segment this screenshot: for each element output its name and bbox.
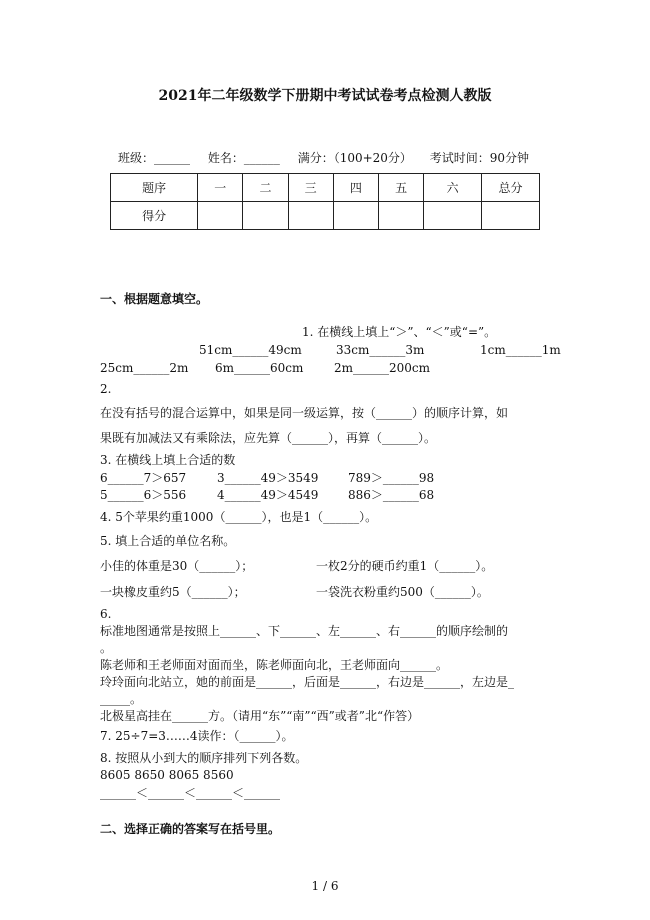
- q1-item: 2m______200cm: [334, 361, 431, 375]
- q5-item: 一枚2分的硬币约重1（______）。: [316, 559, 494, 573]
- header-cell: 六: [424, 174, 482, 202]
- q1-item: 1cm______1m: [480, 343, 561, 357]
- q6-line: 北极星高挂在______方。（请用“东”“南”“西”或者”北“作答）: [100, 709, 420, 723]
- q1-prompt: 1. 在横线上填上“＞”、“＜”或“=”。: [302, 325, 497, 339]
- header-cell: 总分: [482, 174, 540, 202]
- q8-numbers: 8605 8650 8065 8560: [100, 768, 234, 782]
- q8-blanks: ______＜______＜______＜______: [100, 786, 281, 800]
- q6-number: 6.: [100, 607, 112, 621]
- q6-line: 陈老师和王老师面对面而坐，陈老师面向北，王老师面向______。: [100, 658, 449, 672]
- q8-prompt: 8. 按照从小到大的顺序排列下列各数。: [100, 751, 308, 765]
- q1-item: 51cm______49cm: [199, 343, 302, 357]
- score-cell[interactable]: [333, 202, 378, 230]
- q1-item: 33cm______3m: [336, 343, 425, 357]
- q1-item: 25cm______2m: [100, 361, 189, 375]
- q7-text: 7. 25÷7=3……4读作：（______）。: [100, 729, 294, 743]
- q3-item: 789＞______98: [348, 471, 435, 485]
- q5-item: 一袋洗衣粉重约500（______）。: [316, 585, 489, 599]
- full-score: 满分：（100+20分）: [297, 151, 412, 165]
- q3-item: 5______6＞556: [100, 488, 187, 502]
- q6-line: 。: [100, 641, 113, 655]
- row-label: 得分: [111, 202, 198, 230]
- q4-text: 4. 5个苹果约重1000（______），也是1（______）。: [100, 510, 378, 524]
- q1-item: 6m______60cm: [215, 361, 304, 375]
- page-title: 2021年二年级数学下册期中考试试卷考点检测人教版: [158, 88, 492, 104]
- score-cell[interactable]: [198, 202, 243, 230]
- score-table: [110, 173, 540, 230]
- q3-item: 6______7＞657: [100, 471, 187, 485]
- header-cell: 一: [198, 174, 243, 202]
- header-cell: 三: [288, 174, 333, 202]
- q2-line: 果既有加减法又有乘除法，应先算（______），再算（______）。: [100, 431, 437, 445]
- score-cell[interactable]: [288, 202, 333, 230]
- score-cell[interactable]: [482, 202, 540, 230]
- q6-line: 玲玲面向北站立，她的前面是______，后面是______，右边是______，左边是_: [100, 675, 515, 689]
- score-cell[interactable]: [424, 202, 482, 230]
- score-table-row: [111, 202, 540, 230]
- page-number: 1 / 6: [311, 879, 339, 893]
- header-cell: 五: [378, 174, 423, 202]
- score-cell[interactable]: [378, 202, 423, 230]
- q5-item: 一块橡皮重约5（______）；: [100, 585, 246, 599]
- q3-item: 3______49＞3549: [217, 471, 319, 485]
- q6-line: _____。: [100, 692, 143, 706]
- q3-prompt: 3. 在横线上填上合适的数: [100, 453, 236, 467]
- header-cell: 题序: [111, 174, 198, 202]
- section1-heading: 一、根据题意填空。: [100, 292, 209, 306]
- exam-info: [118, 150, 543, 166]
- header-cell: 四: [333, 174, 378, 202]
- section2-heading: 二、选择正确的答案写在括号里。: [100, 822, 281, 836]
- q6-line: 标准地图通常是按照上______、下______、左______、右______的顺序绘制的: [100, 624, 509, 638]
- header-cell: 二: [243, 174, 288, 202]
- exam-time: 考试时间：90分钟: [429, 151, 530, 165]
- score-cell[interactable]: [243, 202, 288, 230]
- q2-number: 2.: [100, 382, 112, 396]
- q3-item: 4______49＞4549: [217, 488, 319, 502]
- score-table-header: [111, 174, 540, 202]
- name-field: 姓名：______: [207, 151, 280, 165]
- q2-line: 在没有括号的混合运算中，如果是同一级运算，按（______）的顺序计算，如: [100, 406, 509, 420]
- q5-item: 小佳的体重是30（______）；: [100, 559, 254, 573]
- q5-prompt: 5. 填上合适的单位名称。: [100, 534, 236, 548]
- class-field: 班级：______: [118, 151, 191, 165]
- q3-item: 886＞______68: [348, 488, 435, 502]
